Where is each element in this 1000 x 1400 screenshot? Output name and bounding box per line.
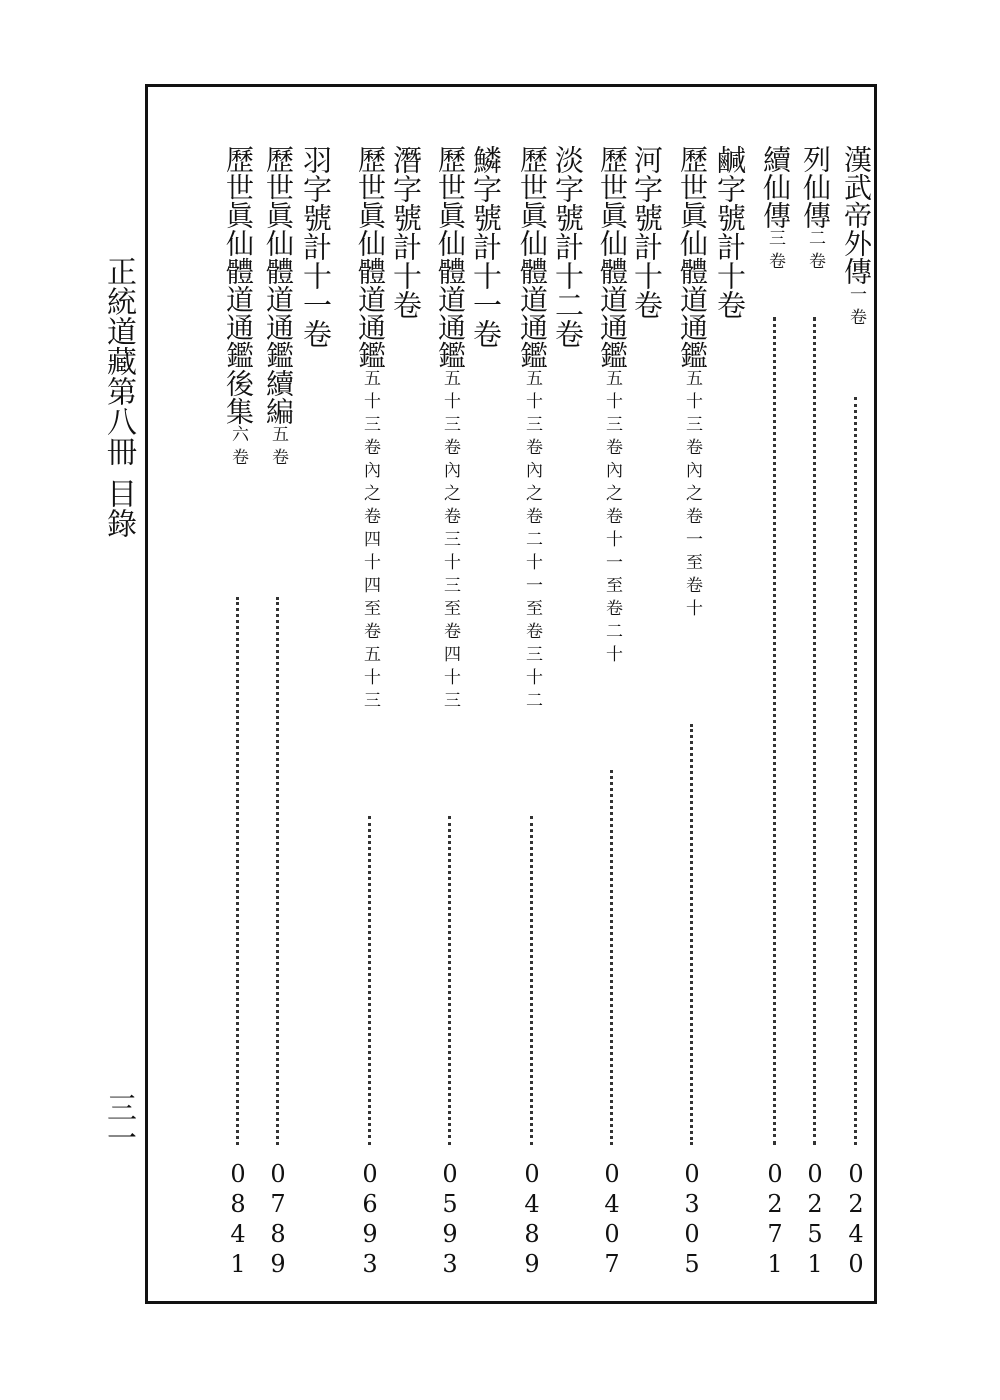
page-digit: 8 — [524, 1220, 540, 1248]
page-digit: 7 — [767, 1220, 783, 1248]
entry-text — [592, 145, 632, 668]
entry-volume-note: 五卷 — [268, 425, 288, 471]
section-label: 目錄 — [101, 478, 136, 538]
entry-title: 歷世眞仙體道通鑑 — [676, 145, 709, 369]
page-digit: 9 — [362, 1220, 378, 1248]
entry-title: 鱗字號計十一卷 — [469, 145, 503, 348]
entry-volume-note: 二卷 — [805, 229, 825, 275]
page-digit: 0 — [684, 1220, 700, 1248]
entry-text — [755, 145, 795, 275]
dot-leader — [813, 317, 816, 1145]
toc-entry — [218, 145, 258, 1278]
entry-title: 漢武帝外傳 — [840, 145, 873, 285]
toc-entry — [258, 145, 298, 1278]
section-heading — [466, 145, 506, 1265]
page-digit: 0 — [684, 1160, 700, 1188]
entry-text — [350, 145, 390, 714]
toc-entry — [755, 145, 795, 1278]
dot-leader — [276, 597, 279, 1145]
entry-volume-note: 五十三卷內之卷三十三至卷四十三 — [440, 369, 460, 714]
entry-text — [386, 145, 426, 319]
page-digit: 0 — [848, 1160, 864, 1188]
entry-text — [710, 145, 750, 319]
page-digit: 7 — [270, 1190, 286, 1218]
dot-leader — [690, 724, 693, 1145]
entry-page-number — [512, 1159, 552, 1279]
entry-text — [430, 145, 470, 714]
section-heading — [296, 145, 336, 1265]
page-digit: 2 — [807, 1190, 823, 1218]
page-digit: 2 — [848, 1190, 864, 1218]
page-digit: 4 — [524, 1190, 540, 1218]
toc-entry — [512, 145, 552, 1278]
entry-title: 淡字號計十二卷 — [551, 145, 585, 348]
entry-volume-note: 五十三卷內之卷四十四至卷五十三 — [360, 369, 380, 714]
dot-leader — [773, 317, 776, 1145]
page-digit: 0 — [604, 1160, 620, 1188]
entry-text — [218, 145, 258, 471]
toc-entry — [672, 145, 712, 1278]
entry-page-number — [258, 1159, 298, 1279]
section-heading — [386, 145, 426, 1265]
entry-volume-note: 三卷 — [765, 229, 785, 275]
page-digit: 1 — [807, 1250, 823, 1278]
entry-title: 鹹字號計十卷 — [713, 145, 747, 319]
entry-title: 列仙傳 — [799, 145, 832, 229]
entry-volume-note: 五十三卷內之卷二十一至卷三十二 — [522, 369, 542, 714]
page-digit: 0 — [767, 1160, 783, 1188]
entry-text — [836, 145, 876, 331]
page-digit: 0 — [848, 1250, 864, 1278]
page-digit: 5 — [442, 1190, 458, 1218]
entry-volume-note: 五十三卷內之卷一至卷十 — [682, 369, 702, 622]
page-digit: 0 — [524, 1160, 540, 1188]
entry-title: 羽字號計十一卷 — [299, 145, 333, 348]
entry-title: 潛字號計十卷 — [389, 145, 423, 319]
entry-text — [258, 145, 298, 471]
entry-text — [672, 145, 712, 622]
entry-volume-note: 一卷 — [846, 285, 866, 331]
entry-page-number — [592, 1159, 632, 1279]
page-number: 三一 — [101, 1092, 136, 1152]
entry-page-number — [218, 1159, 258, 1279]
page-digit: 2 — [767, 1190, 783, 1218]
entry-text — [795, 145, 835, 275]
page-digit: 8 — [230, 1190, 246, 1218]
entry-page-number — [672, 1159, 712, 1279]
entry-title: 歷世眞仙體道通鑑 — [354, 145, 387, 369]
entry-page-number — [755, 1159, 795, 1279]
page-digit: 9 — [270, 1250, 286, 1278]
toc-entry — [350, 145, 390, 1278]
dot-leader — [530, 816, 533, 1145]
page-digit: 5 — [684, 1250, 700, 1278]
entry-volume-note: 五十三卷內之卷十一至卷二十 — [602, 369, 622, 668]
entry-volume-note: 六卷 — [228, 425, 248, 471]
page-digit: 9 — [442, 1220, 458, 1248]
page-digit: 0 — [604, 1220, 620, 1248]
entry-title: 續仙傳 — [759, 145, 792, 229]
entry-title: 歷世眞仙體道通鑑 — [434, 145, 467, 369]
toc-entry — [592, 145, 632, 1278]
entry-title: 歷世眞仙體道通鑑續編 — [262, 145, 295, 425]
page-digit: 0 — [362, 1160, 378, 1188]
entry-page-number — [795, 1159, 835, 1279]
page-digit: 4 — [604, 1190, 620, 1218]
dot-leader — [448, 816, 451, 1145]
dot-leader — [236, 597, 239, 1145]
page-digit: 4 — [848, 1220, 864, 1248]
toc-entry — [836, 145, 876, 1278]
entry-title: 河字號計十卷 — [630, 145, 664, 319]
page-digit: 3 — [684, 1190, 700, 1218]
page-digit: 5 — [807, 1220, 823, 1248]
entry-text — [296, 145, 336, 348]
entry-title: 歷世眞仙體道通鑑後集 — [222, 145, 255, 425]
page-digit: 0 — [230, 1160, 246, 1188]
page-digit: 3 — [442, 1250, 458, 1278]
section-heading — [627, 145, 667, 1265]
page-digit: 0 — [442, 1160, 458, 1188]
entry-page-number — [430, 1159, 470, 1279]
book-title: 正統道藏第八冊 — [101, 256, 136, 466]
page-digit: 8 — [270, 1220, 286, 1248]
toc-entry — [430, 145, 470, 1278]
dot-leader — [610, 770, 613, 1145]
page-digit: 1 — [767, 1250, 783, 1278]
entry-title: 歷世眞仙體道通鑑 — [596, 145, 629, 369]
dot-leader — [368, 816, 371, 1145]
entry-page-number — [350, 1159, 390, 1279]
entry-text — [466, 145, 506, 348]
section-heading — [710, 145, 750, 1265]
page-digit: 4 — [230, 1220, 246, 1248]
entry-page-number — [836, 1159, 876, 1279]
entry-title: 歷世眞仙體道通鑑 — [516, 145, 549, 369]
page-digit: 9 — [524, 1250, 540, 1278]
entry-text — [548, 145, 588, 348]
dot-leader — [854, 397, 857, 1145]
page-digit: 0 — [270, 1160, 286, 1188]
entry-text — [627, 145, 667, 319]
section-heading — [548, 145, 588, 1265]
entry-text — [512, 145, 552, 714]
page-digit: 6 — [362, 1190, 378, 1218]
page-digit: 0 — [807, 1160, 823, 1188]
page-digit: 7 — [604, 1250, 620, 1278]
page-digit: 1 — [230, 1250, 246, 1278]
toc-entry — [795, 145, 835, 1278]
page-digit: 3 — [362, 1250, 378, 1278]
